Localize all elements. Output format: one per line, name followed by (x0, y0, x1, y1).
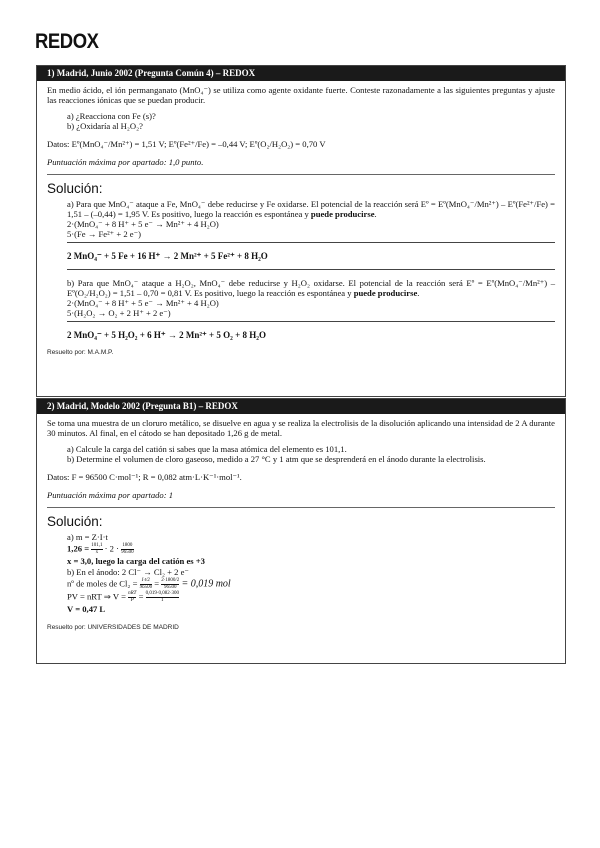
problem-1-header: 1) Madrid, Junio 2002 (Pregunta Común 4) – REDOX (37, 66, 565, 81)
solution-b-text: b) Para que MnO₄⁻ ataque a H₂O₂, MnO₄⁻ debe reducirse y H₂O₂ oxidarse. El potencial de la reacción será Eº = Eº(MnO₄⁻/Mn²⁺) – Eº(O₂/H₂O₂) = 1,51 – 0,70 = 0,81 V. Es positivo, luego la reacción es espontánea y puede producirse. (67, 278, 555, 298)
divider (47, 507, 555, 508)
problem-2-score: Puntuación máxima por apartado: 1 (47, 490, 174, 500)
math-op: · 2 · (104, 543, 119, 554)
solution-b-half-2: 5·(H₂O₂ → O₂ + 2 H⁺ + 2 e⁻) (67, 308, 171, 318)
page-title: REDOX (35, 30, 99, 53)
math-line-6: PV = nRT ⇒ V = nRT P = $\frac{0,019\cdot 0,082\cdot 300}{1}$ (67, 591, 179, 603)
solution-a-body: a) Para que MnO₄⁻ ataque a Fe, MnO₄⁻ debe reducirse y Fe oxidarse. El potencial de la reacción será Eº = Eº(MnO₄⁻/Mn²⁺) – Eº(Fe²⁺/Fe) = 1,51 – (–0,44) = 1,95 V. Es positivo, luego la reacción es espontánea y (67, 199, 555, 219)
problem-2-item-a: a) Calcule la carga del catión si sabes que la masa atómica del elemento es 101,1. (67, 444, 347, 454)
solution-a-text: a) Para que MnO₄⁻ ataque a Fe, MnO₄⁻ debe reducirse y Fe oxidarse. El potencial de la reacción será Eº = Eº(MnO₄⁻/Mn²⁺) – Eº(Fe²⁺/Fe) = 1,51 – (–0,44) = 1,95 V. Es positivo, luego la reacción es espontánea y puede producirse. (67, 199, 555, 219)
problem-2-data: Datos: F = 96500 C·mol⁻¹; R = 0,082 atm·L·K⁻¹·mol⁻¹. (47, 472, 242, 482)
math-result: = 0,019 mol (181, 578, 231, 590)
problem-1-item-b: b) ¿Oxidaría al H₂O₂? (67, 121, 143, 131)
math-line-5: nº de moles de Cl₂ = $\frac{I\cdot t/2}{96500}$ = $\frac{2\cdot 1800/2}{96500}$ = 0,019 mol (67, 578, 231, 590)
solution-a-half-1: 2·(MnO₄⁻ + 8 H⁺ + 5 e⁻ → Mn²⁺ + 4 H₂O) (67, 219, 219, 229)
fraction-denominator: 96500 (139, 585, 153, 590)
solution-heading: Solución: (47, 514, 103, 529)
problem-2-statement: Se toma una muestra de un cloruro metálico, se disuelve en agua y se realiza la electrolisis de la disolución aplicando una intensidad de 2 A durante 30 minutos. Al final, en el cátodo se han depositado 1,26 g de metal. (47, 418, 555, 438)
fraction-numerator: 1800 (122, 543, 133, 548)
solution-b-body: b) Para que MnO₄⁻ ataque a H₂O₂, MnO₄⁻ debe reducirse y H₂O₂ oxidarse. El potencial de la reacción será Eº = Eº(MnO₄⁻/Mn²⁺) – Eº(O₂/H₂O₂) = 1,51 – 0,70 = 0,81 V. Es positivo, luego la reacción es espontánea y (67, 278, 555, 298)
fraction-denominator: 96500 (121, 550, 134, 555)
fraction-denominator: x (95, 550, 99, 555)
problem-2-box (36, 398, 566, 664)
fraction-numerator: 2·1800/2 (161, 578, 180, 583)
fraction-numerator: 101,1 (91, 543, 103, 548)
math-line-7: V = 0,47 L (67, 604, 106, 614)
divider (67, 269, 555, 270)
divider (67, 321, 555, 322)
problem-1-data: Datos: Eº(MnO₄⁻/Mn²⁺) = 1,51 V; Eº(Fe²⁺/Fe) = –0,44 V; Eº(O₂/H₂O₂) = 0,70 V (47, 139, 326, 149)
solution-b-total: 2 MnO₄⁻ + 5 H₂O₂ + 6 H⁺ → 2 Mn²⁺ + 5 O₂ + 8 H₂O (67, 330, 266, 340)
solution-a-conclusion: puede producirse (310, 209, 375, 219)
fraction-numerator: I·t/2 (140, 578, 153, 585)
math-lhs: 1,26 = (67, 543, 90, 554)
problem-1-item-a: a) ¿Reacciona con Fe (s)? (67, 111, 156, 121)
math-line-4: b) En el ánodo: 2 Cl⁻ → Cl₂ + 2 e⁻ (67, 567, 189, 577)
math-line-2 (67, 543, 555, 556)
fraction-numerator: nRT (128, 591, 137, 596)
fraction-numerator: 0,019·0,082·300 (145, 591, 179, 596)
fraction-denominator: P (130, 598, 134, 603)
solution-a-total: 2 MnO₄⁻ + 5 Fe + 16 H⁺ → 2 Mn²⁺ + 5 Fe²⁺ + 8 H₂O (67, 251, 268, 261)
math-lhs: nº de moles de Cl₂ = (67, 578, 138, 589)
math-lhs: PV = nRT ⇒ V = (67, 591, 126, 602)
math-line-1: a) m = Z·I·t (67, 532, 108, 542)
divider (67, 242, 555, 243)
fraction-denominator: 96500 (164, 585, 177, 590)
problem-2-item-b: b) Determine el volumen de cloro gaseoso, medido a 27 °C y 1 atm que se desprenderá en el ánodo durante la electrolisis. (67, 454, 486, 464)
divider (47, 174, 555, 175)
solution-b-conclusion: puede producirse (353, 288, 418, 298)
solution-a-half-2: 5·(Fe → Fe²⁺ + 2 e⁻) (67, 229, 142, 239)
resolved-by: Resuelto por: UNIVERSIDADES DE MADRID (47, 624, 179, 631)
math-line-3: x = 3,0, luego la carga del catión es +3 (67, 556, 205, 566)
problem-1-statement: En medio ácido, el ión permanganato (MnO₄⁻) se utiliza como agente oxidante fuerte. Conteste razonadamente a las siguientes preguntas y ajuste las reacciones iónicas que se puedan producir. (47, 85, 555, 105)
fraction-denominator: 1 (161, 598, 164, 603)
resolved-by: Resuelto por: M.A.M.P. (47, 349, 114, 356)
problem-1-score: Puntuación máxima por apartado: 1,0 punto. (47, 157, 204, 167)
solution-b-half-1: 2·(MnO₄⁻ + 8 H⁺ + 5 e⁻ → Mn²⁺ + 4 H₂O) (67, 298, 219, 308)
solution-heading: Solución: (47, 181, 103, 196)
problem-2-header: 2) Madrid, Modelo 2002 (Pregunta B1) – REDOX (37, 399, 565, 414)
problem-1-box (36, 65, 566, 397)
